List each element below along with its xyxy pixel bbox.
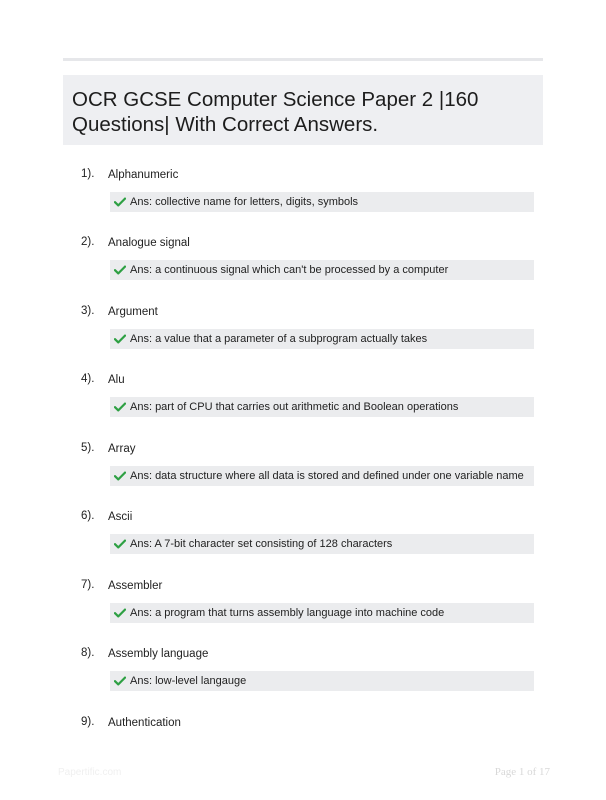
check-icon	[114, 608, 126, 618]
answer-text: Ans: a value that a parameter of a subprogram actually takes	[130, 333, 428, 345]
answer-box	[110, 260, 534, 280]
answer-text: Ans: collective name for letters, digits, symbols	[130, 196, 359, 208]
question-term: Alphanumeric	[108, 169, 179, 181]
check-icon	[114, 539, 126, 549]
question-number: 4).	[81, 373, 95, 385]
question-term: Alu	[108, 374, 125, 386]
answer-text: Ans: A 7-bit character set consisting of 128 characters	[130, 538, 393, 550]
check-icon	[114, 676, 126, 686]
question-number: 6).	[81, 510, 95, 522]
question-term: Argument	[108, 306, 158, 318]
document-title: OCR GCSE Computer Science Paper 2 |160 Questions| With Correct Answers.	[72, 88, 479, 136]
question-number: 5).	[81, 442, 95, 454]
question-number: 9).	[81, 716, 95, 728]
question-term: Ascii	[108, 511, 133, 523]
question-item	[0, 442, 606, 500]
question-number: 1).	[81, 168, 95, 180]
question-term: Analogue signal	[108, 237, 190, 249]
question-number: 2).	[81, 236, 95, 248]
question-item	[0, 236, 606, 294]
answer-text: Ans: a program that turns assembly language into machine code	[130, 607, 445, 619]
question-item	[0, 647, 606, 705]
question-item	[0, 579, 606, 637]
top-divider	[63, 58, 543, 61]
question-term: Assembler	[108, 580, 163, 592]
footer-watermark: Papertific.com	[58, 767, 122, 778]
check-icon	[114, 265, 126, 275]
answer-box	[110, 397, 534, 417]
question-number: 8).	[81, 647, 95, 659]
answer-box	[110, 603, 534, 623]
check-icon	[114, 334, 126, 344]
check-icon	[114, 471, 126, 481]
title-banner	[63, 75, 543, 145]
question-term: Assembly language	[108, 648, 209, 660]
answer-text: Ans: a continuous signal which can't be processed by a computer	[130, 264, 449, 276]
answer-text: Ans: low-level langauge	[130, 675, 247, 687]
answer-box	[110, 534, 534, 554]
question-item	[0, 373, 606, 431]
question-term: Array	[108, 443, 136, 455]
question-number: 7).	[81, 579, 95, 591]
check-icon	[114, 197, 126, 207]
answer-box	[110, 671, 534, 691]
question-item	[0, 168, 606, 226]
page-indicator: Page 1 of 17	[494, 766, 550, 778]
answer-text: Ans: data structure where all data is stored and defined under one variable name	[130, 470, 524, 482]
question-term: Authentication	[108, 717, 181, 729]
question-item	[0, 510, 606, 568]
answer-box	[110, 329, 534, 349]
answer-box	[110, 192, 534, 212]
check-icon	[114, 402, 126, 412]
question-item	[0, 305, 606, 363]
answer-box	[110, 466, 534, 486]
answer-text: Ans: part of CPU that carries out arithmetic and Boolean operations	[130, 401, 459, 413]
question-number: 3).	[81, 305, 95, 317]
